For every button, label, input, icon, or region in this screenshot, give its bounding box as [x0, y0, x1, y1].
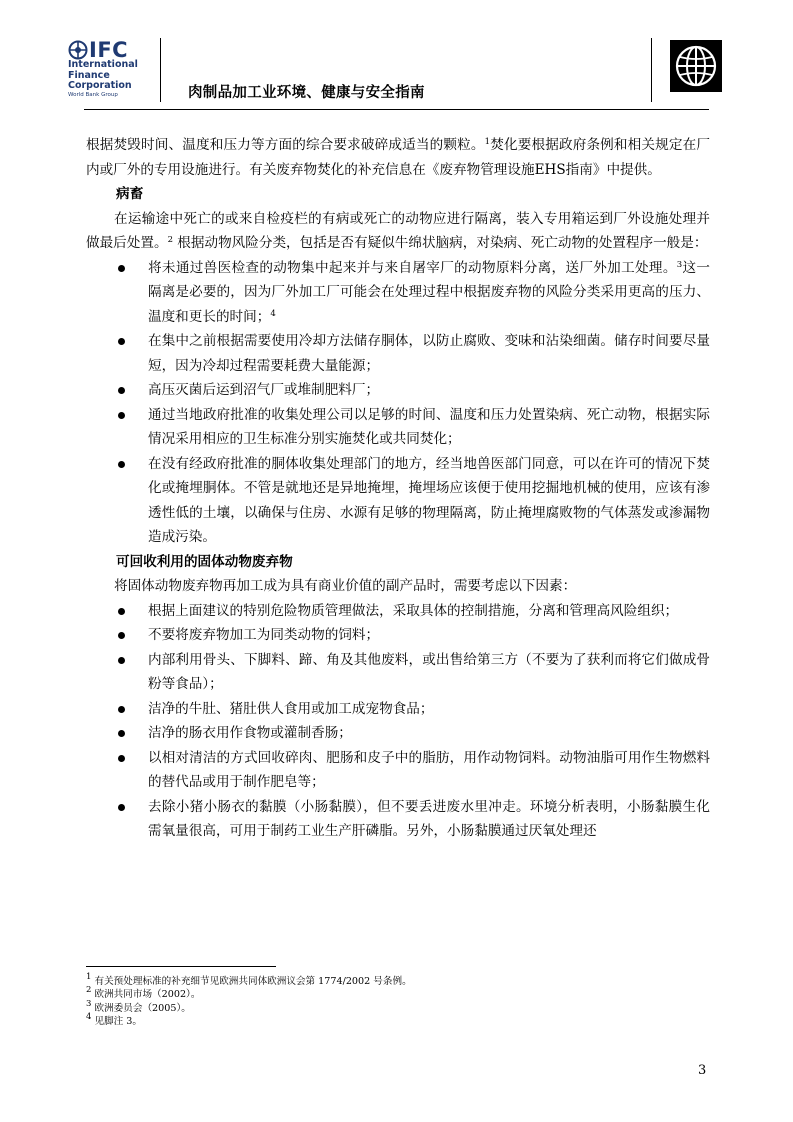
list-item: 将未通过兽医检查的动物集中起来并与来自屠宰厂的动物原料分离，送厂外加工处理。$^3$这一隔离是必要的，因为厂外加工厂可能会在处理过程中根据废弃物的风险分类采用更高的压力、温度和更长的时间；$^4$ — [86, 256, 710, 330]
footnotes — [86, 972, 706, 1028]
ifc-logo-mark: IFC — [89, 38, 129, 62]
bullet-icon — [118, 730, 125, 737]
list-item: 在集中之前根据需要使用冷却方法储存胴体，以防止腐败、变味和沾染细菌。储存时间要尽量短，因为冷却过程需要耗费大量能源； — [86, 329, 710, 378]
bullet-icon — [118, 338, 125, 345]
list-item: 洁净的肠衣用作食物或灌制香肠； — [86, 721, 710, 746]
footnote: $^4$ 见脚注 3。 — [86, 1011, 142, 1027]
list-item: 根据上面建议的特别危险物质管理做法，采取具体的控制措施，分离和管理高风险组织； — [86, 599, 710, 624]
section1-paragraph: 在运输途中死亡的或来自检疫栏的有病或死亡的动物应进行隔离，装入专用箱运到厂外设施处理并做最后处置。$^2$ 根据动物风险分类，包括是否有疑似牛绵状脑病，对染病、死亡动物的处置程序一般是： — [86, 210, 710, 251]
bullet-icon — [118, 461, 125, 468]
section-heading-diseased-animals: 病畜 — [116, 186, 144, 202]
bullet-icon — [118, 265, 125, 272]
footnote: $^2$ 欧洲共同市场（2002）。 — [86, 985, 201, 1001]
bullet-icon — [118, 755, 125, 762]
section2-paragraph: 将固体动物废弃物再加工成为具有商业价值的副产品时，需要考虑以下因素： — [114, 578, 577, 594]
list-item: 通过当地政府批准的收集处理公司以足够的时间、温度和压力处置染病、死亡动物，根据实际情况采用相应的卫生标准分别实施焚化或共同焚化； — [86, 403, 710, 452]
bullet-icon — [118, 608, 125, 615]
bullet-icon — [118, 804, 125, 811]
section-heading-recyclable-waste: 可回收利用的固体动物废弃物 — [116, 553, 293, 570]
list-item: 洁净的牛肚、猪肚供人食用或加工成宠物食品； — [86, 697, 710, 722]
page-header — [0, 0, 793, 110]
world-bank-globe-icon — [670, 40, 722, 92]
bullet-icon — [118, 387, 125, 394]
bullet-icon — [118, 657, 125, 664]
ifc-logo-line2: Finance — [68, 69, 110, 81]
header-divider-left — [160, 38, 161, 102]
list-item: 以相对清洁的方式回收碎肉、肥肠和皮子中的脂肪，用作动物饲料。动物油脂可用作生物燃料的替代品或用于制作肥皂等； — [86, 746, 710, 795]
ifc-logo-sub: World Bank Group — [68, 91, 118, 98]
ifc-logo — [68, 40, 154, 102]
ifc-globe-icon — [68, 40, 88, 60]
section1-bullet-list — [86, 256, 710, 550]
footnote-rule — [86, 966, 276, 967]
list-item: 去除小猪小肠衣的黏膜（小肠黏膜），但不要丢进废水里冲走。环境分析表明，小肠黏膜生化需氧量很高，可用于制药工业生产肝磷脂。另外，小肠黏膜通过厌氧处理还 — [86, 795, 710, 844]
page-number: 3 — [698, 1063, 707, 1078]
bullet-icon — [118, 412, 125, 419]
list-item: 在没有经政府批准的胴体收集处理部门的地方，经当地兽医部门同意，可以在许可的情况下焚化或掩埋胴体。不管是就地还是异地掩埋，掩埋场应该便于使用挖掘地机械的使用，应该有渗透性低的土壤，以确保与住房、水源有足够的物理隔离，防止掩埋腐败物的气体蒸发或渗漏物造成污染。 — [86, 452, 710, 550]
intro-paragraph: 根据焚毁时间、温度和压力等方面的综合要求破碎成适当的颗粒。$^1$焚化要根据政府条例和相关规定在厂内或厂外的专用设施进行。有关废弃物焚化的补充信息在《废弃物管理设施EHS指南》中提供。 — [86, 137, 711, 178]
list-item: 高压灭菌后运到沼气厂或堆制肥料厂； — [86, 378, 710, 403]
header-rule — [84, 109, 709, 110]
section2-bullet-list — [86, 599, 710, 844]
document-title: 肉制品加工业环境、健康与安全指南 — [188, 85, 425, 101]
bullet-icon — [118, 706, 125, 713]
main-content — [86, 133, 710, 844]
footnote: $^3$ 欧洲委员会（2005）。 — [86, 998, 191, 1014]
footnote: $^1$ 有关预处理标准的补充细节见欧洲共同体欧洲议会第 1774/2002 号条例。 — [86, 972, 412, 987]
ifc-logo-line1: International — [68, 59, 138, 70]
list-item: 内部利用骨头、下脚料、蹄、角及其他废料，或出售给第三方（不要为了获利而将它们做成骨粉等食品）； — [86, 648, 710, 697]
ifc-logo-line3: Corporation — [68, 80, 132, 91]
header-divider-right — [651, 38, 652, 102]
list-item: 不要将废弃物加工为同类动物的饲料； — [86, 623, 710, 648]
bullet-icon — [118, 632, 125, 639]
